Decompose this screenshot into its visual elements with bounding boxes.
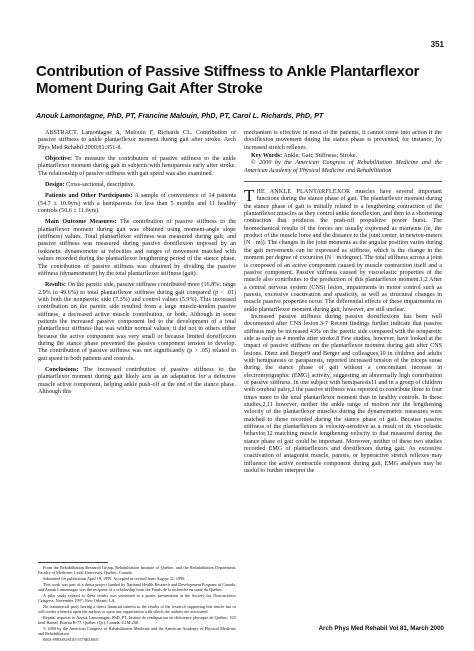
abstract-results: Results: On the paretic side, passive stiffness contributed more (16.8%; range 2.9% to 49.6%) to total plantarflexor stiffness during gait compared (p < .01) with both the nonparetic side (7.3%) and control values (5.9%). This increased contribution on the paretic side resulted from a large muscle-tendon passive stiffness, a decreased active muscle contribution, or both. Although in some patients the increased passive component led to the development of a total plantarflexor stiffness that was within normal values, it did not in others either because the active component was very small or because limited dorsiflexion during the stance phase prevented the passive component tension to develop. The contribution of passive stiffness was not significantly (p > .05) related to gait speed in both patients and controls.	[38, 282, 236, 362]
abstract-objective: Objective: To measure the contribution of passive stiffness to the ankle plantarflexor moment during gait in subjects with hemiparesis early after stroke. The relationship of passive stiffness with gait speed was also examined.	[38, 156, 236, 177]
abstract-column	[38, 130, 236, 558]
abstract-design: Design: Cross-sectional, descriptive.	[45, 182, 136, 189]
author-list: Anouk Lamontagne, PhD, PT, Francine Malouin, PhD, PT, Carol L. Richards, PhD, PT	[36, 111, 324, 120]
abstract-participants: Patients and Other Participants: A sample of convenience of 14 patients (54.7 ± 10.9yrs) with a hemiparesis for less than 5 months and 11 healthy controls (50.6 ± 11.6yrs).	[38, 193, 236, 215]
abstract-continuation: mechanism is effective in most of the patients, it cannot come into action if the dorsiflexion movement during the stance phase is prevented, for instance, by increased stretch reflexes.	[244, 130, 442, 151]
footnote: No commercial party having a direct financial interest in the results of the research supporting this article has or will confer a benefit upon the authors or upon any organization with which the authors are associated.	[38, 603, 236, 614]
footnote: A pilot study related to these results was presented in a poster presentation at the Society for Neuroscience Congress, November 1997, New Orleans, LA.	[38, 592, 236, 603]
lead-in: HE ANKLE PLANTARFLEXOR	[256, 189, 351, 196]
drop-cap: T	[244, 186, 255, 206]
intro-paragraph-1: THE ANKLE PLANTARFLEXOR muscles have several important functions during the stance phase of gait. The plantarflexor moment during the stance phase of gait is initially related to a lengthening contraction of the plantarflexor muscles as they control ankle dorsiflexion, and then to a shortening contraction that produces the push-off propulsive power burst. The biomechanical results of the forces are usually expressed as moments (ie, the product of the muscle force and the distance to the joint center, in newton-meters [N · m]). The changes in the joint moments as the angular position varies during the gait movements can be expressed as stiffness, which is the change in the moment per degree of excursion (N · m/degree). The total stiffness across a joint is composed of an active component caused by muscle contraction itself and a passive component. Passive stiffness caused by viscoelastic properties of the muscle also contributes to the production of this plantarflexor moment.1,2 After a central nervous system (CNS) lesion, impairments in motor control such as paresis, excessive coactivation and spasticity, as well as structural changes in muscle passive properties occur. The differential effects of these impairments on ankle plantarflexor moment during gait, however, are still unclear.	[244, 186, 442, 313]
footnote: 0003-9993/00/8103-5579$3.00/0	[43, 636, 99, 641]
abstract-conclusions: Conclusions: The increased contribution of passive stiffness to the plantarflexor moment during gait likely acts as an adaptation for a defective muscle active component, helping ankle push-off at the end of the stance phase. Although this	[38, 366, 236, 395]
article-title: Contribution of Passive Stiffness to Ankle Plantarflexor Moment During Gait After Stroke	[36, 63, 420, 97]
body-column	[244, 130, 442, 596]
journal-footer: Arch Phys Med Rehabil Vol 81, March 2000	[318, 625, 444, 632]
abstract-measures: Main Outcome Measures: The contribution of passive stiffness to the plantarflexor moment during gait was obtained using moment-angle slope (stiffness) values. Total plantarflexor stiffness was measured during gait, and passive stiffness was measured during passive dorsiflexion imposed by an isokinetic dynamometer at velocities and ranges of movement matched with values recorded during the plantarflexor lengthening period of the stance phase. The contribution of passive stiffness was obtained by dividing the passive stiffness (dynamometer) by the total plantarflexor stiffness (gait).	[38, 219, 236, 277]
intro-paragraph-2: Increased passive stiffness during passive dorsiflexions has been well documented after CNS lesion.3-7 Recent findings further indicate that passive stiffness may be increased 43% on the paretic side compared with the nonparetic side as early as 4 months after stroke.8 Few studies, however, have looked at the impact of passive stiffness on the plantarflexor moment during gait after CNS lesions. Dietz and Berger9 and Berger and colleagues,10 in children and adults with hemiparesis or paraparesis, reported increased tension of the triceps surae during the stance phase of gait without a concomitant increase in electromyographic (EMG) activity, suggesting an abnormally high contribution of passive stiffness. In one subject with hemiparesis11 and in a group of children with cerebral palsy,2 the passive stiffness was reported to contribute three to four times more to the total plantarflexor moment than in healthy controls. In these studies,2,11 however, neither the ankle range of motion nor the lengthening velocity of the plantarflexor muscles during the dynamometric measures were matched to those recorded during the stance phase of gait. Because passive stiffness of the plantarflexors is velocity-sensitive as a result of its viscoelastic behavior,12 matching muscle lengthening velocity to that measured during the stance phase of gait could be important. Moreover, neither of these two studies recorded EMG of plantarflexors and dorsiflexors during gait. As excessive coactivation of antagonist muscle, paresis, or hyperactive stretch reflexes may influence the active contractile component during gait, EMG analyses may be useful to further interpret the	[244, 313, 442, 475]
footnote: Submitted for publication April 19, 1999. Accepted in revised form August 31, 1999.	[43, 575, 186, 581]
abstract-citation: ABSTRACT. Lamontagne A, Malouin F, Richards CL. Contribution of passive stiffness to ankle plantarflexor moment during gait after stroke. Arch Phys Med Rehabil 2000;81:351-8.	[38, 130, 236, 151]
abstract-copyright: © 2000 by the American Congress of Rehabilitation Medicine and the American Academy of Physical Medicine and Rehabilitation	[244, 160, 442, 174]
keywords: Key Words: Ankle; Gait; Stiffness; Stroke.	[251, 153, 358, 160]
footnote-rule	[38, 562, 108, 563]
footnote: From the Rehabilitation Research Group, Rehabilitation Institute of Québec, and the Rehabilitation Department, Faculty of Medicine, Laval University, Québec, Canada.	[38, 565, 236, 576]
footnote: © 2000 by the American Congress of Rehabilitation Medicine and the American Academy of Physical Medicine and Rehabilitation	[38, 625, 236, 636]
footnotes	[38, 565, 236, 641]
page-number: 351	[430, 40, 444, 49]
footnote: Reprint requests to Anouk Lamontagne, PhD, PT, Institut de réadaptation en déficience physique de Québec, 525 boul Hamel, Bureau B-77, Québec (Qc), Canada, G1M 2S8.	[38, 614, 236, 625]
section-divider	[244, 181, 442, 182]
footnote: This work was part of a thesis project funded by National Health Research and Development Program of Canada, and Anouk Lamontagne was the recipient of a scholarship from the Fonds de la recherche en santé du Québec.	[38, 581, 236, 592]
